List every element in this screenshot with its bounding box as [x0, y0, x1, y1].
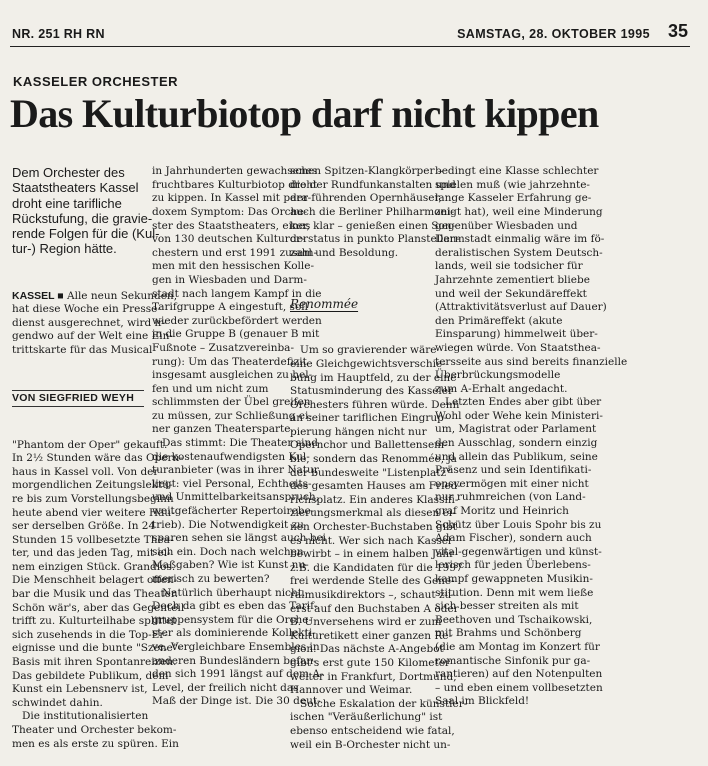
issue-number: NR. 251 RH RN [12, 27, 105, 41]
newspaper-header [10, 20, 690, 47]
article-byline: VON SIEGFRIED WEYH [12, 390, 144, 408]
column-3-top: schen Spitzen-Klangkörper – die der Rundfunkanstalten und der führenden Opernhäuser, auch die Berliner Philharmoni- ker, klar – genießen einen Son- derstatus in punkto Planstellen- zahl und Besoldung. [290, 165, 460, 259]
column-2-body: in Jahrhunderten gewachsenes fruchtbares Kulturbiotop droht zu kippen. In Kassel mit para- doxem Symptom: Das Orche- ster des Staatstheaters, eines von 130 deutschen Kulturor- chestern und erst 1991 zusam- men mit den hessischen Kolle- gen in Wiesbaden und Darm- stadt nach langem Kampf in die Tarifgruppe A eingestuft, soll wieder zurückbefördert werden in die Gruppe B (genauer B mit Fußnote – Zusatzvereinba- rung): Um das Theaterdefizit insgesamt ausgleichen zu hel- fen und um nicht zum schlimmsten der Übel greifen zu müssen, zur Schließung ei- ner ganzen Theatersparte. Das stimmt: Die Theater sind die kostenaufwendigsten Kul- turanbieter (was in ihrer Natur liegt: viel Personal, Echtheits- und Unmittelbarkeitsanspruch, weitgefächerter Repertoirebe- trieb). Die Notwendigkeit zu sparen sehen sie längst auch bei sich ein. Doch nach welchen Maßgaben? Wie ist Kunst nu- merisch zu bewerten? Natürlich überhaupt nicht. Doch da gibt es eben das Tarif- gruppensystem für die Orche- ster als dominierende Kollekti- ve. Vergleichbare Ensembles in anderen Bundesländern befan- den sich 1991 längst auf dem A- Level, der freilich nicht das Maß der Dinge ist. Die 30 deut- [152, 165, 327, 708]
column-3-body: Um so gravierender wäre eine Gleichgewichtsverschie- bung im Hauptfeld, zu der eine Statusminderung des Kasseler Orchesters führen würde. Denn an seiner tariflichen Eingrup- pierung hängen nicht nur Opernchor und Ballettensem- ble, sondern das Renommée, ja der bundesweite "Listenplatz" des gesamten Hauses am Fried- richsplatz. Ein anderes Klassifi- zierungsmerkmal als diesen ei- nen Orchester-Buchstaben gibt es nicht. Wer sich nach Kassel bewirbt – in einem halben Jahr z.B. die Kandidaten für die 1997 frei werdende Stelle des Gene- ralmusikdirektors –, schaut zu- erst auf den Buchstaben A oder B. Unversehens wird er zum Kulturetikett einer ganzen Re- gion. Das nächste A-Angebot gibt's erst gute 150 Kilometer weiter in Frankfurt, Dortmund, Hannover und Weimar. Solche Eskalation der künstler- ischen "Veräußerlichung" ist ebenso entscheidend wie fatal, weil ein B-Orchester nicht un- [290, 344, 468, 751]
article-column-1 [12, 138, 185, 750]
dateline-place: KASSEL ■ [12, 289, 64, 302]
column-4-body: bedingt eine Klasse schlechter spielen muß (wie jahrzehnte- lange Kasseler Erfahrung ge- zeigt hat), weil eine Minderung gegenüber Wiesbaden und Darmstadt einmalig wäre im fö- deralistischen System Deutsch- lands, weil sie todsicher für Jahrzehnte zementiert bliebe und weil der Sekundäreffekt (Attraktivitätsverlust auf Dauer) den Primäreffekt (akute Einsparung) himmelweit über- wiegen würde. Von Staatsthea- tersseite aus sind bereits finanzielle Überbrückungsmodelle zum A-Erhalt angedacht. Letzten Endes aber gibt über Wohl oder Wehe kein Ministeri- um, Magistrat oder Parlament den Ausschlag, sondern einzig und allein das Publikum, seine Präsenz und sein Identifikati- onsvermögen mit einer nicht nur ruhmreichen (von Land- graf Moritz und Heinrich Schütz über Louis Spohr bis zu Adam Fischer), sondern auch vital-gegenwärtigen und künst- lerisch für jeden Überlebens- kampf gewappneten Musikin- stitution. Denn mit wem ließe sich besser streiten als mit Beethoven und Tschaikowski, mit Brahms und Schönberg (die am Montag im Konzert für romantische Sinfonik pur ga- rantieren) auf den Notenpulten – und eben einem vollbesetzten Saal im Blickfeld! [435, 165, 628, 708]
article-lead: Dem Orchester des Staatstheaters Kassel droht eine tarifliche Rückstufung, die gravie- rende Folgen für die (Kul- tur-) Region hätte. [12, 165, 160, 257]
column-1-body: "Phantom der Oper" gekauft. In 2½ Stunden wäre das Opern- haus in Kassel voll. Von der morgendlichen Zeitungslektü- re bis zum Vorstellungsbeginn heute abend vier weitere Häu- ser derselben Größe. In 24 Stunden 15 vollbesetzte Thea- ter, und das jeden Tag, mit ei- nem einzigen Stück. Grandios. Die Menschheit belagert offen- bar die Musik und das Theater. Schön wär's, aber das Gegenteil trifft zu. Kulturteilhabe splittet sich zusehends in die Top-Er- eignisse und die bunte "Szene"- Basis mit ihren Spontanreizen. Das gebildete Publikum, dem Kunst ein Lebensnerv ist, schwindet dahin. Die institutionalisierten Theater und Orchester bekom- men es als erste zu spüren. Ein [12, 438, 185, 750]
article-column-4 [435, 138, 628, 723]
dateline-paragraph [12, 289, 178, 358]
page-number: 35 [667, 21, 688, 41]
article-headline: Das Kulturbiotop darf nicht kippen [10, 91, 599, 136]
article-kicker: KASSELER ORCHESTER [13, 74, 179, 89]
section-subhead: Renommée [290, 296, 359, 311]
dateline-text: Alle neun Sekunden, hat diese Woche ein Presse- dienst ausgerechnet, wird ir- gendwo auf der Welt eine Ein- trittskarte für das Musical [12, 289, 178, 356]
issue-date: SAMSTAG, 28. OKTOBER 1995 [457, 27, 650, 41]
article-column-3 [290, 138, 468, 766]
